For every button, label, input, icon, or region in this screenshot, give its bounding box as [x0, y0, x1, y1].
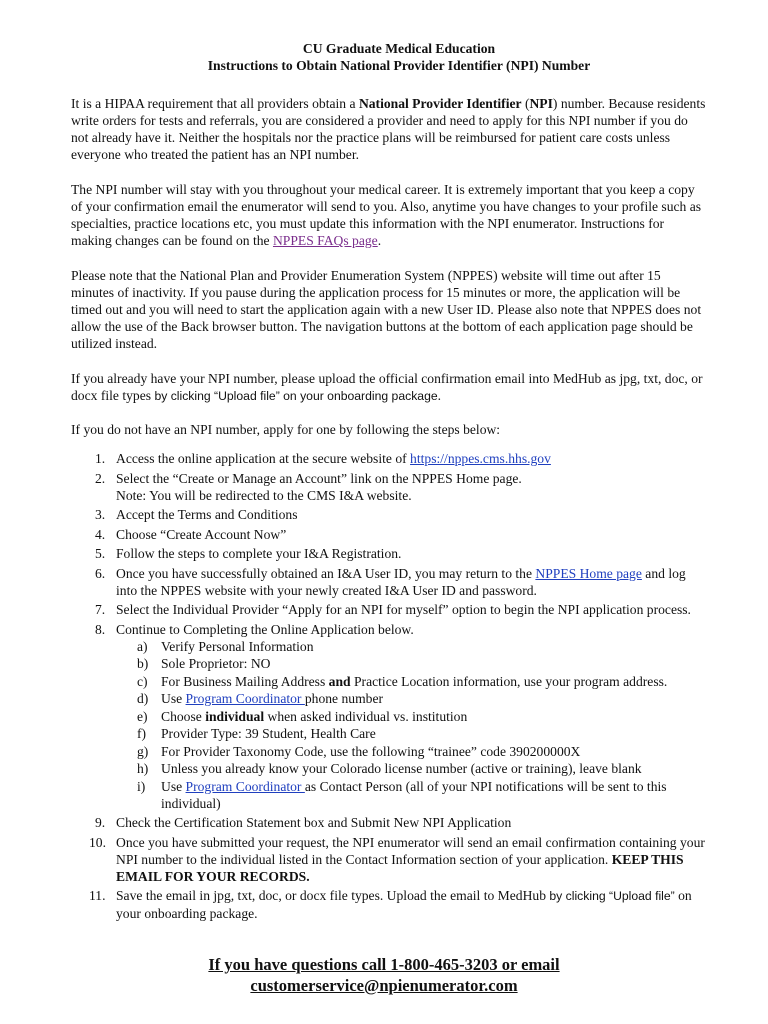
- program-coordinator-link[interactable]: Program Coordinator: [185, 691, 305, 706]
- substep-letter: i): [137, 778, 146, 794]
- substep-text: Sole Proprietor: NO: [161, 656, 271, 671]
- list-item: [71, 526, 707, 543]
- substep-text-post: Practice Location information, use your program address.: [350, 673, 668, 689]
- keep-email-notice: KEEP THIS EMAIL FOR YOUR RECORDS.: [116, 851, 684, 884]
- list-item: [116, 725, 707, 742]
- step-text: Choose “Create Account Now”: [116, 526, 287, 542]
- list-item: [71, 814, 707, 831]
- step-note: Note: You will be redirected to the CMS I&A website.: [116, 487, 412, 503]
- list-item: [71, 887, 707, 922]
- list-item: [71, 506, 707, 523]
- para1-text-mid: (: [521, 96, 530, 111]
- step-text: Follow the steps to complete your I&A Registration.: [116, 546, 402, 561]
- step-text: Select the “Create or Manage an Account” link on the NPPES Home page.: [116, 470, 522, 486]
- substep-text: Provider Type: 39 Student, Health Care: [161, 726, 376, 741]
- step-text: Check the Certification Statement box and Submit New NPI Application: [116, 815, 512, 830]
- step-text: Continue to Completing the Online Application below.: [116, 621, 414, 637]
- step-number: 4.: [95, 526, 106, 542]
- program-coordinator-link[interactable]: Program Coordinator: [185, 778, 305, 794]
- substep-text: For Business Mailing Address: [161, 673, 329, 689]
- substep-text: Choose: [161, 708, 206, 724]
- step-text: Access the online application at the secure website of: [116, 451, 411, 466]
- contact-footer: [0, 954, 768, 996]
- nppes-faqs-link[interactable]: NPPES FAQs page: [272, 233, 378, 248]
- substep-bold: individual: [205, 708, 265, 724]
- list-item: [71, 834, 707, 885]
- substep-text: Use: [161, 691, 186, 706]
- substep-letter: g): [137, 743, 149, 759]
- substep-letter: e): [137, 708, 148, 724]
- step-text: Select the Individual Provider “Apply for an NPI for myself” option to begin the NPI application process.: [116, 602, 691, 617]
- list-item: [71, 545, 707, 562]
- paragraph-hipaa: [71, 95, 707, 163]
- substep-bold: and: [328, 673, 351, 689]
- list-item: [116, 778, 707, 812]
- list-item: [116, 655, 707, 672]
- substep-letter: d): [137, 691, 149, 706]
- nppes-website-link[interactable]: https://nppes.cms.hhs.gov: [410, 451, 551, 466]
- footer-phone-line: If you have questions call 1-800-465-3203 or email: [208, 955, 560, 974]
- steps-list: [71, 450, 707, 922]
- step-number: 9.: [95, 815, 106, 830]
- step-number: 6.: [95, 565, 106, 581]
- step-number: 3.: [95, 507, 106, 522]
- step-text: Accept the Terms and Conditions: [116, 507, 298, 522]
- substep-text: Unless you already know your Colorado license number (active or training), leave blank: [161, 761, 642, 776]
- list-item: [71, 621, 707, 812]
- substep-letter: h): [137, 761, 149, 776]
- list-item: [116, 743, 707, 760]
- step-text: Save the email in jpg, txt, doc, or docx file types. Upload the email to MedHub: [116, 888, 550, 903]
- para2-text: The NPI number will stay with you throughout your medical career. It is extremely important that you keep a copy of your confirmation email the enumerator will send to you. Also, anytime you have changes to your profile such as specialties, practice locations etc, you must update this information with the NPI enumerator. Instructions for making changes can be found on the: [71, 182, 702, 248]
- substeps-list: [116, 638, 707, 812]
- step-text-post: and log into the NPPES website with your newly created I&A User ID and password.: [116, 565, 686, 598]
- step-number: 2.: [95, 470, 106, 486]
- list-item: [71, 565, 707, 599]
- list-item: [71, 601, 707, 618]
- step-number: 10.: [89, 834, 106, 850]
- substep-letter: f): [137, 726, 147, 741]
- substep-letter: a): [137, 638, 148, 654]
- substep-text: Use: [161, 778, 186, 794]
- para1-bold-npi: NPI: [529, 96, 553, 111]
- list-item: [116, 690, 707, 707]
- substep-text: For Provider Taxonomy Code, use the following “trainee” code 390200000X: [161, 743, 581, 759]
- para1-text-post: ) number. Because residents write orders for tests and referrals, you are considered a provider and need to apply for this NPI number if you do not already have it. Neither the hospitals nor the practice plans will be reimbursed for patient care costs unless everyone who treated the patient has an NPI number.: [71, 96, 706, 162]
- document-title: [91, 40, 707, 74]
- step-text: Once you have submitted your request, the NPI enumerator will send an email confirmation containing your NPI number to the individual listed in the Contact Information section of your application.: [116, 834, 705, 867]
- paragraph-upload: [71, 370, 707, 405]
- header-line-2: Instructions to Obtain National Provider Identifier (NPI) Number: [207, 58, 591, 73]
- step-number: 7.: [95, 602, 106, 617]
- substep-text-post: phone number: [304, 691, 384, 706]
- footer-email[interactable]: customerservice@npienumerator.com: [250, 976, 518, 995]
- step-number: 5.: [95, 546, 106, 561]
- step-text: Once you have successfully obtained an I&A User ID, you may return to the: [116, 565, 536, 581]
- substep-text-post: when asked individual vs. institution: [264, 708, 468, 724]
- step-number: 1.: [95, 451, 106, 466]
- para2-end: .: [377, 233, 382, 248]
- para5-text: If you do not have an NPI number, apply for one by following the steps below:: [71, 422, 501, 437]
- header-line-1: CU Graduate Medical Education: [302, 41, 496, 56]
- substep-text-post: as Contact Person (all of your NPI notifications will be sent to this individual): [161, 778, 667, 811]
- substep-letter: c): [137, 673, 148, 689]
- para4-text: If you already have your NPI number, please upload the official confirmation email into MedHub as jpg, txt, doc, or docx file types: [71, 371, 703, 403]
- paragraph-timeout: [71, 267, 707, 352]
- step-number: 8.: [95, 621, 106, 637]
- step-text-post: on your onboarding package.: [116, 888, 692, 921]
- paragraph-career: [71, 181, 707, 249]
- para1-text-pre: It is a HIPAA requirement that all providers obtain a: [71, 96, 359, 111]
- substep-letter: b): [137, 656, 149, 671]
- list-item: [116, 708, 707, 725]
- paragraph-apply: [71, 421, 707, 438]
- list-item: [71, 450, 707, 467]
- list-item: [116, 638, 707, 655]
- document-page: [71, 40, 707, 925]
- list-item: [71, 470, 707, 504]
- para4-upload-instruction: by clicking “Upload file” on your onboarding package: [154, 389, 438, 403]
- para4-end: .: [437, 388, 442, 403]
- substep-text: Verify Personal Information: [161, 638, 314, 654]
- step-number: 11.: [89, 888, 106, 903]
- para3-text: Please note that the National Plan and Provider Enumeration System (NPPES) website will time out after 15 minutes of inactivity. If you pause during the application process for 15 minutes or more, the application will be timed out and you will need to start the application again with a new User ID. Please also note that NPPES does not allow the use of the Back browser button. The navigation buttons at the bottom of each application page should be utilized instead.: [71, 268, 702, 351]
- list-item: [116, 760, 707, 777]
- para1-bold-npi-name: National Provider Identifier: [358, 96, 522, 111]
- list-item: [116, 673, 707, 690]
- upload-file-instruction: by clicking “Upload file”: [549, 889, 675, 903]
- nppes-home-page-link[interactable]: NPPES Home page: [535, 565, 642, 581]
